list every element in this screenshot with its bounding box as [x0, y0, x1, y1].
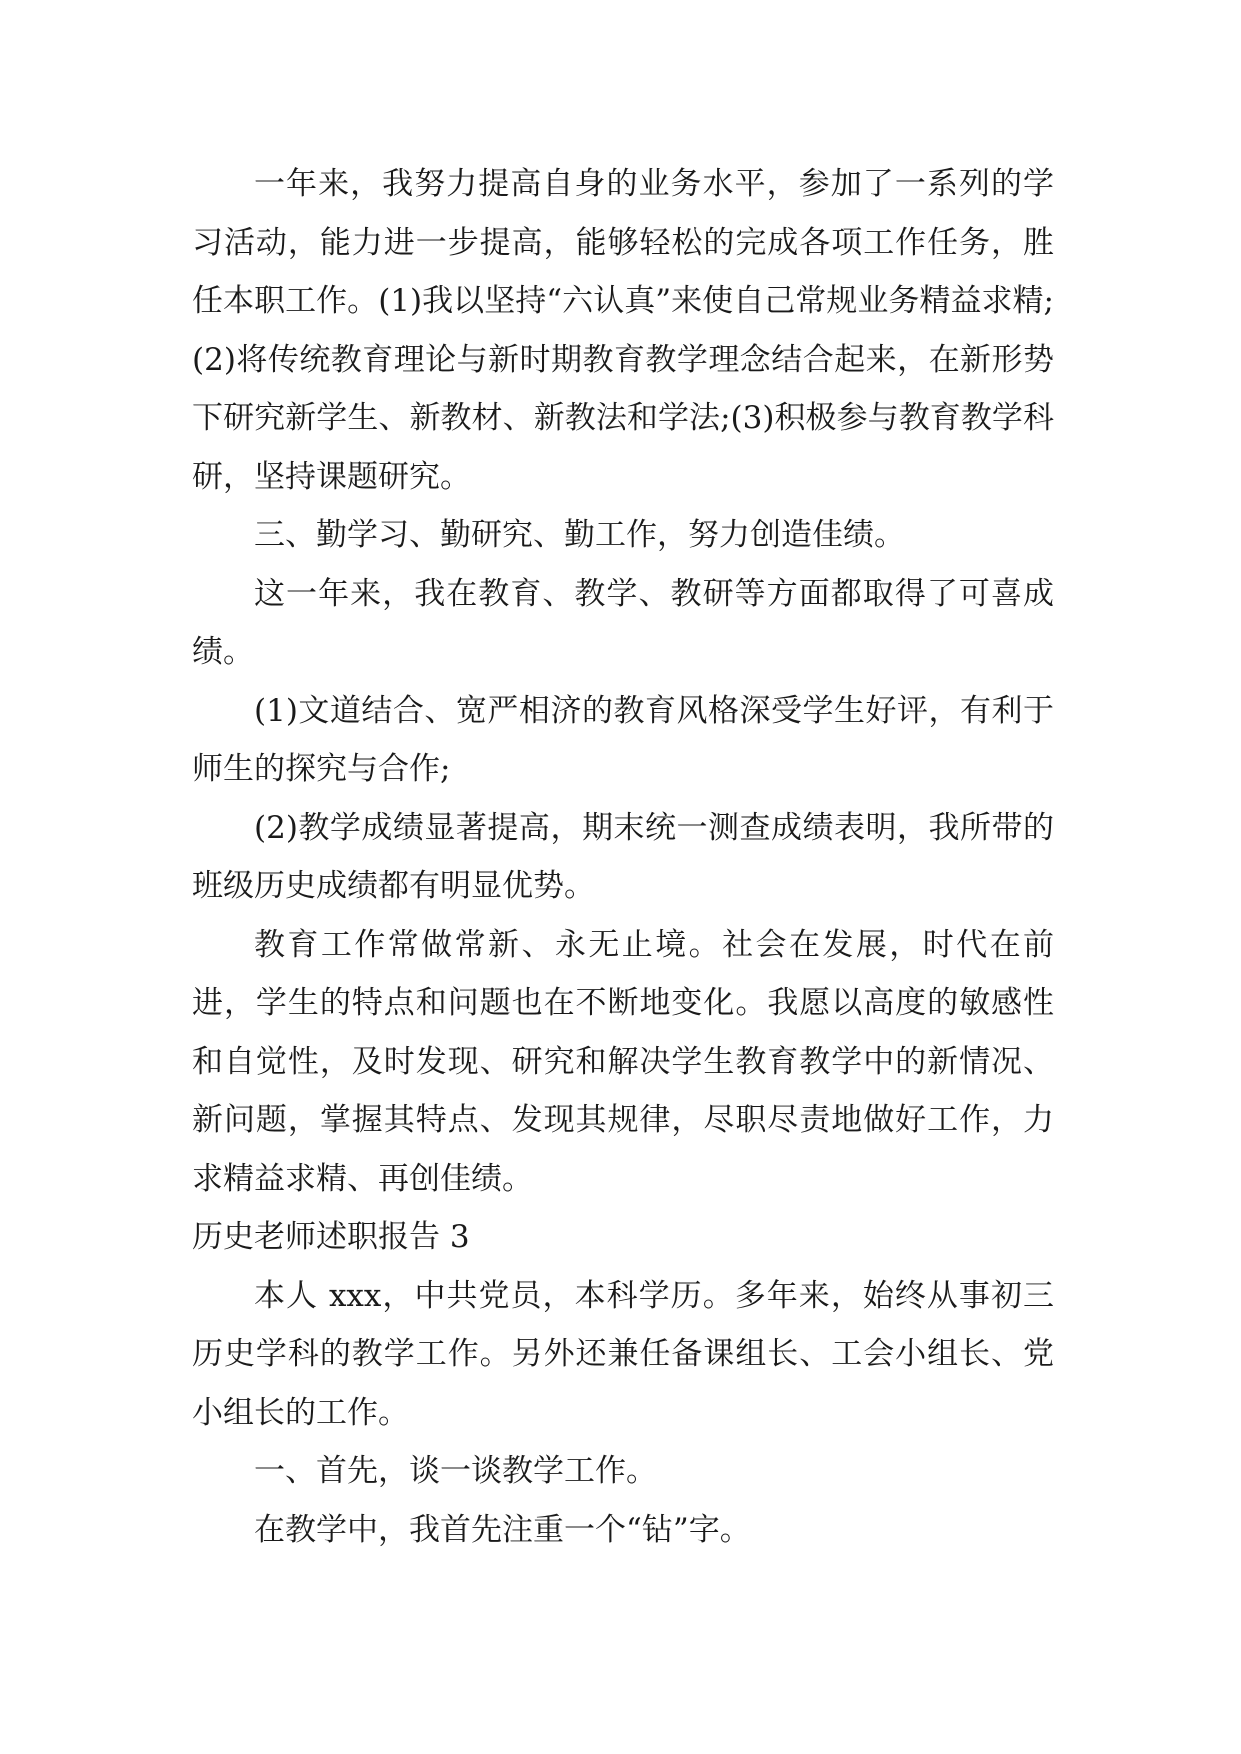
paragraph-achievements-intro: 这一年来，我在教育、教学、教研等方面都取得了可喜成绩。 — [192, 575, 1054, 670]
report-title: 历史老师述职报告 3 — [192, 1219, 470, 1255]
paragraph-conclusion: 教育工作常做常新、永无止境。社会在发展，时代在前进，学生的特点和问题也在不断地变化。我愿以高度的敏感性和自觉性，及时发现、研究和解决学生教育教学中的新情况、新问题，掌握其特点、发现其规律，尽职尽责地做好工作，力求精益求精、再创佳绩。 — [192, 926, 1054, 1197]
paragraph-achievement-1: (1)文道结合、宽严相济的教育风格深受学生好评，有利于师生的探究与合作; — [192, 692, 1054, 787]
paragraph-teaching-focus: 在教学中，我首先注重一个“钻”字。 — [254, 1511, 751, 1548]
document-page — [192, 155, 1054, 1559]
paragraph-self-introduction: 本人 xxx，中共党员，本科学历。多年来，始终从事初三历史学科的教学工作。另外还兼任备课组长、工会小组长、党小组长的工作。 — [192, 1277, 1054, 1431]
section-heading-one: 一、首先，谈一谈教学工作。 — [254, 1453, 657, 1489]
paragraph-self-improvement: 一年来，我努力提高自身的业务水平，参加了一系列的学习活动，能力进一步提高，能够轻松的完成各项工作任务，胜任本职工作。(1)我以坚持“六认真”来使自己常规业务精益求精;(2)将传统教育理论与新时期教育教学理念结合起来，在新形势下研究新学生、新教材、新教法和学法;(3)积极参与教育教学科研，坚持课题研究。 — [192, 166, 1054, 495]
paragraph-achievement-2: (2)教学成绩显著提高，期末统一测查成绩表明，我所带的班级历史成绩都有明显优势。 — [192, 809, 1054, 904]
section-heading-three: 三、勤学习、勤研究、勤工作，努力创造佳绩。 — [254, 517, 905, 553]
